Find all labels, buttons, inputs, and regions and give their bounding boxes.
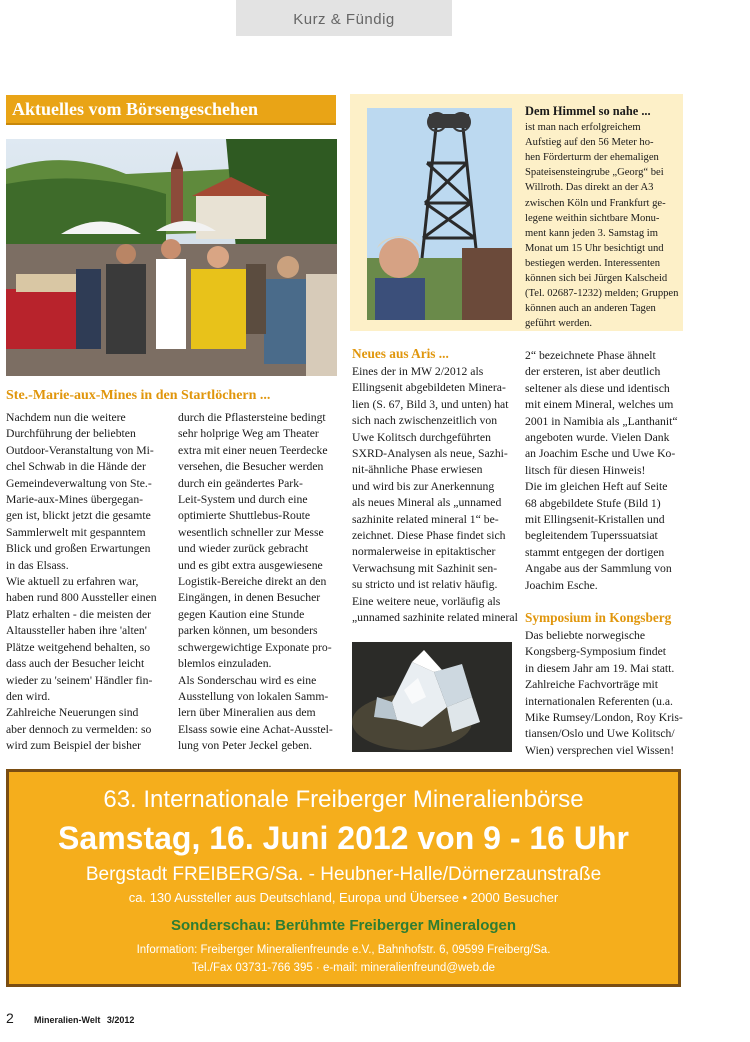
ad-special-show: Sonderschau: Berühmte Freiberger Mineralogen <box>170 917 517 934</box>
text-line: optimierte Shuttlebus-Route <box>178 509 311 523</box>
text-line: Wie aktuell zu erfahren war, <box>6 575 139 589</box>
text-line: gegen Kaution eine Stunde <box>178 607 305 621</box>
text-line: Uwe Kolitsch durchgeführten <box>352 430 491 444</box>
text-line: Wien) versprechen viel Wissen! <box>525 743 675 757</box>
ad-contact: Tel./Fax 03731-766 395 · e-mail: mineralienfreund@web.de <box>191 962 496 974</box>
text-line: Eine weitere neue, vorläufig als <box>352 594 501 608</box>
text-line: angeboten wurde. Vielen Dank <box>525 431 670 445</box>
ad-title: 63. Internationale Freiberger Mineralienbörse <box>103 786 584 813</box>
text-line: Joachim Esche. <box>525 578 598 592</box>
text-line: Mike Rumsey/London, Roy Kris- <box>525 711 683 725</box>
text-line: mit Ellingsenit-Kristallen und <box>525 513 665 527</box>
text-line: versehen, die Besucher werden <box>178 460 324 474</box>
text-line: blemlos einzuladen. <box>178 657 272 671</box>
text-line: können sich bei Jürgen Kalscheid <box>525 273 668 285</box>
text-line: su stricto und ist relativ häufig. <box>352 578 498 592</box>
text-line: der ersteren, ist aber deutlich <box>525 365 661 379</box>
text-line: Elsass sowie eine Achat-Ausstel- <box>178 722 333 736</box>
text-line: lung von Peter Jeckel geben. <box>178 739 313 753</box>
text-line: seltener als diese und identisch <box>525 381 670 395</box>
text-line: hen Förderturm der ehemaligen <box>525 152 659 164</box>
text-line: parken können, um besonders <box>178 624 318 638</box>
text-line: stammt entgegen der dortigen <box>525 545 665 559</box>
article-heading-symposium: Symposium in Kongsberg <box>525 610 672 625</box>
ad-info: Information: Freiberger Mineralienfreunde e.V., Bahnhofstr. 6, 09599 Freiberg/Sa. <box>136 944 551 956</box>
text-line: begleitendem Tuperssuatsiat <box>525 529 658 543</box>
text-line: lien (S. 67, Bild 3, und unten) hat <box>352 397 509 411</box>
text-line: extra mit einer neuen Teerdecke <box>178 443 328 457</box>
text-line: 2001 in Namibia als „Lanthanit“ <box>525 414 678 428</box>
text-line: internationalen Referenten (u.a. <box>525 694 673 708</box>
magazine-name: Mineralien-Welt 3/2012 <box>34 1015 135 1025</box>
article-heading-aris: Neues aus Aris ... <box>352 346 449 361</box>
text-line: Das beliebte norwegische <box>525 629 646 642</box>
text-line: und wieder zurück gebracht <box>178 542 309 556</box>
text-line: sich nach zwischenzeitlich von <box>352 414 498 428</box>
text-line: ist man nach erfolgreichem <box>525 122 641 134</box>
text-line: Die im gleichen Heft auf Seite <box>525 480 668 494</box>
text-line: litsch für diesen Hinweis! <box>525 463 646 477</box>
text-line: geführt werden. <box>525 318 593 330</box>
text-line: Angabe aus der Sammlung von <box>525 562 672 576</box>
text-line: Kongsberg-Symposium findet <box>525 645 667 659</box>
text-line: Zahlreiche Fachvorträge mit <box>525 678 659 692</box>
text-line: nit-ähnliche Phase erwiesen <box>352 463 483 477</box>
ad-exhibitors: ca. 130 Aussteller aus Deutschland, Europa und Übersee • 2000 Besucher <box>128 890 559 905</box>
text-line: Verwachsung mit Sazhinit sen- <box>352 561 498 575</box>
text-line: Willroth. Das direkt an der A3 <box>525 182 654 194</box>
text-line: Leit-System und durch eine <box>178 493 308 507</box>
text-line: tiansen/Oslo und Uwe Kolitsch/ <box>525 727 675 741</box>
text-line: in das Elsass. <box>6 558 69 572</box>
text-line: 68 abgebildete Stufe (Bild 1) <box>525 496 661 510</box>
text-line: Zahlreiche Neuerungen sind <box>6 706 139 720</box>
text-line: Eines der in MW 2/2012 als <box>352 365 484 378</box>
text-line: durch die Pflastersteine bedingt <box>178 411 326 424</box>
text-line: Ellingsenit abgebildeten Minera- <box>352 381 506 395</box>
text-line: chel Schwab in die Hände der <box>6 460 146 474</box>
text-line: Eingängen, in denen Besucher <box>178 591 321 605</box>
text-line: Aufstieg auf den 56 Meter ho- <box>525 137 654 149</box>
text-line: gen ist, blickt jetzt die gesamte <box>6 509 151 523</box>
ad-location: Bergstadt FREIBERG/Sa. - Heubner-Halle/Dörnerzaunstraße <box>85 864 602 885</box>
text-line: haben rund 800 Aussteller einen <box>6 591 157 605</box>
text-line: 2“ bezeichnete Phase ähnelt <box>525 349 656 362</box>
text-line: Altaussteller haben ihre 'alten' <box>6 624 147 638</box>
text-line: in diesem Jahr am 19. Mai statt. <box>525 661 675 675</box>
text-line: SXRD-Analysen als neue, Sazhi- <box>352 447 508 461</box>
tower-photo <box>367 108 512 320</box>
aris-column-2 <box>525 348 685 594</box>
ste-marie-column-1 <box>6 410 171 755</box>
text-line: ment kann jeden 3. Samstag im <box>525 227 658 239</box>
text-line: schwergewichtige Exponate pro- <box>178 640 332 654</box>
text-line: und es gibt extra ausgewiesene <box>178 558 323 572</box>
ad-date: Samstag, 16. Juni 2012 von 9 - 16 Uhr <box>58 820 629 856</box>
text-line: Marie-aux-Mines übergegan- <box>6 493 144 507</box>
text-line: Platz erhalten - die meisten der <box>6 607 152 621</box>
text-line: Monat um 15 Uhr besichtigt und <box>525 242 664 254</box>
section-banner-title: Aktuelles vom Börsengeschehen <box>12 99 258 119</box>
text-line: Blick und großen Erwartungen <box>6 542 151 556</box>
text-line: zeichnet. Diese Phase findet sich <box>352 529 506 543</box>
text-line: Als Sonderschau wird es eine <box>178 673 317 687</box>
text-line: Logistik-Bereiche direkt an den <box>178 575 327 589</box>
text-line: aber dennoch zu vermelden: so <box>6 722 152 736</box>
text-line: als neues Mineral als „unnamed <box>352 496 502 510</box>
himmel-title: Dem Himmel so nahe ... <box>525 104 651 118</box>
himmel-text <box>525 104 680 331</box>
text-line: dass auch der Besucher leicht <box>6 657 145 671</box>
text-line: Sammlerwelt mit gespanntem <box>6 525 146 539</box>
text-line: mit einem Mineral, welches um <box>525 398 674 412</box>
text-line: legene weithin sichtbare Monu- <box>525 212 660 224</box>
section-banner <box>6 95 336 125</box>
text-line: wieder zu 'seinem' Händler fin- <box>6 673 153 687</box>
text-line: den wird. <box>6 689 51 703</box>
text-line: wesentlich schneller zur Messe <box>178 525 324 539</box>
text-line: lern über Mineralien aus dem <box>178 706 316 720</box>
text-line: Ausstellung von lokalen Samm- <box>178 689 329 703</box>
ste-marie-column-2 <box>178 410 341 755</box>
text-line: Durchführung der beliebten <box>6 427 136 441</box>
text-line: „unnamed sazhinite related mineral <box>352 611 518 625</box>
boerse-advertisement <box>6 769 681 987</box>
text-line: Nachdem nun die weitere <box>6 411 126 424</box>
article-heading-ste-marie: Ste.-Marie-aux-Mines in den Startlöchern ... <box>6 388 271 403</box>
text-line: Outdoor-Veranstaltung von Mi- <box>6 443 154 457</box>
text-line: und wird bis zur Anerkennung <box>352 479 495 493</box>
mineral-photo <box>352 642 512 752</box>
section-tab: Kurz & Fündig <box>236 0 452 36</box>
text-line: wird zum Beispiel der bisher <box>6 739 142 753</box>
text-line: Spateisensteingrube „Georg“ bei <box>525 167 664 179</box>
text-line: zwischen Köln und Frankfurt ge- <box>525 197 666 209</box>
symposium-text <box>525 628 685 759</box>
page-number: 2 <box>6 1010 14 1026</box>
market-photo <box>6 139 337 376</box>
text-line: Gemeindeverwaltung von Ste.- <box>6 476 152 490</box>
aris-column-1 <box>352 364 518 627</box>
issue-number: 3/2012 <box>106 1015 135 1025</box>
text-line: durch ein geändertes Park- <box>178 476 303 490</box>
text-line: Plätze weitgehend behalten, so <box>6 640 151 654</box>
text-line: bestiegen werden. Interessenten <box>525 257 661 269</box>
text-line: (Tel. 02687-1232) melden; Gruppen <box>525 288 679 300</box>
text-line: können auch an anderen Tagen <box>525 303 656 315</box>
text-line: sazhinite related mineral 1“ be- <box>352 512 499 526</box>
text-line: sehr holprige Weg am Theater <box>178 427 319 441</box>
text-line: an Joachim Esche und Uwe Ko- <box>525 447 676 461</box>
text-line: normalerweise in epitaktischer <box>352 545 496 559</box>
